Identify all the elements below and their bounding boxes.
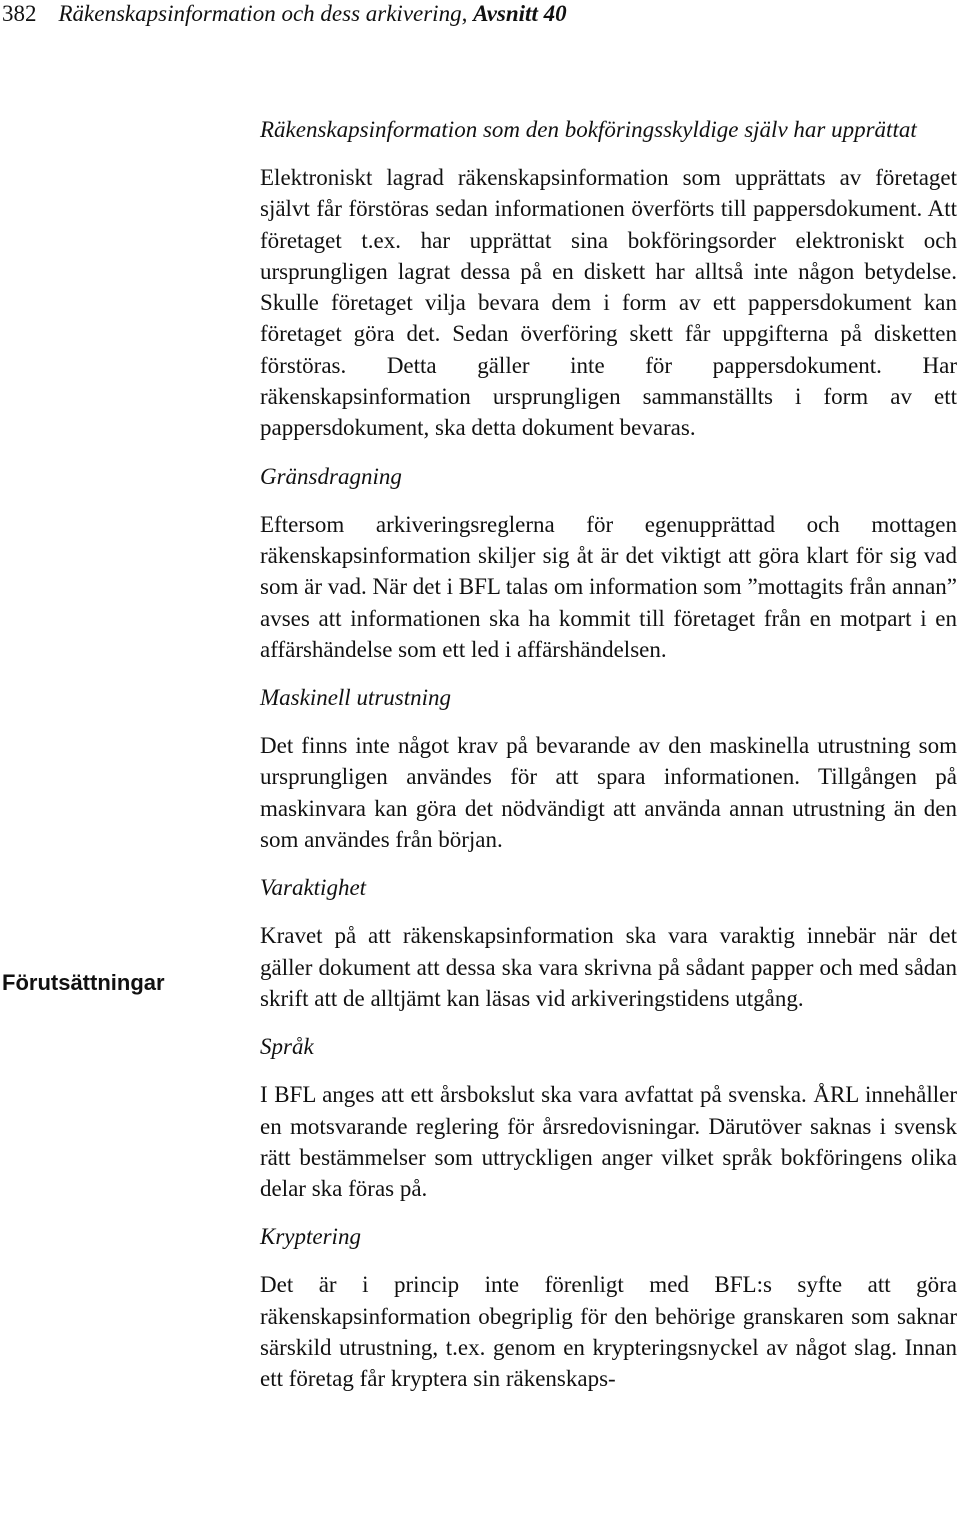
section-paragraph: I BFL anges att ett årsbokslut ska vara avfattat på svenska. ÅRL innehåller en motsvarande reglering för årsredovisningar. Därutöver saknas i svensk rätt bestämmelser som uttryckligen anger vilket språk bokföringens olika delar ska föras på. <box>260 1082 957 1202</box>
section-paragraph: Eftersom arkiveringsreglerna för egenupprättad och mottagen räkenskapsinformation skiljer sig åt är det viktigt att göra klart för sig vad som är vad. När det i BFL talas om information som ”mottagits från annan” avses att informationen ska ha kommit till företaget från en motpart i en affärshändelse som ett led i affärshändelsen. <box>260 511 957 662</box>
body-column <box>260 114 957 1412</box>
section-paragraph: Det är i princip inte förenligt med BFL:s syfte att göra räkenskapsinformation obegriplig för den behörige granskaren som saknar särskild utrustning, t.ex. genom en krypteringsnyckel av något slag. Innan ett företag får kryptera sin räkenskaps- <box>260 1272 957 1392</box>
page-number: 382 <box>2 1 37 26</box>
section-heading: Maskinell utrustning <box>260 685 452 711</box>
section-paragraph: Kravet på att räkenskapsinformation ska vara varaktig innebär när det gäller dokument att dessa ska vara skrivna på sådant papper och med sådan skrift att de alltjämt kan läsas vid arkiveringstidens utgång. <box>260 923 957 1011</box>
running-head-title: Räkenskapsinformation och dess arkivering, <box>58 1 468 26</box>
section-paragraph: Det finns inte något krav på bevarande av den maskinella utrustning som ursprungligen användes för att spara informationen. Tillgången på maskinvara kan göra det nödvändigt att använda annan utrustning än den som användes från början. <box>260 733 957 853</box>
section-heading: Räkenskapsinformation som den bokföringsskyldige själv har upprättat <box>260 117 917 142</box>
section-heading: Varaktighet <box>260 875 367 901</box>
section-language <box>260 1031 957 1204</box>
section-heading: Gränsdragning <box>260 463 402 489</box>
section-machine-equipment <box>260 682 957 855</box>
running-head <box>2 0 567 27</box>
section-heading: Kryptering <box>260 1224 361 1250</box>
section-heading: Språk <box>260 1034 314 1060</box>
running-head-section: Avsnitt 40 <box>473 1 567 26</box>
section-paragraph: Elektroniskt lagrad räkenskapsinformation som upprättats av företaget självt får förstöras sedan informationen överförts till pappersdokument. Att företaget t.ex. har upprättat sina bokföringsorder elektroniskt och ursprungligen lagrat dessa på en diskett har alltså inte någon betydelse. Skulle företaget vilja bevara dem i form av ett pappersdokument kan företaget göra det. Sedan överföring skett får uppgifterna på disketten förstöras. Detta gäller inte för pappersdokument. Har räkenskapsinformation ursprungligen sammanställts i form av ett pappersdokument, ska detta dokument bevaras. <box>260 165 957 441</box>
margin-heading: Förutsättningar <box>2 970 165 995</box>
section-encryption <box>260 1221 957 1394</box>
section-self-prepared <box>260 114 957 444</box>
section-durability <box>260 872 957 1014</box>
section-demarcation <box>260 461 957 665</box>
